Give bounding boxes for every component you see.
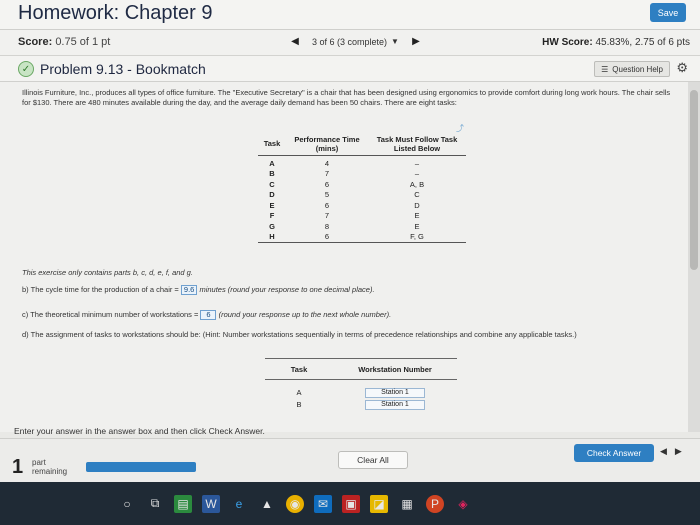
instruction-text: Enter your answer in the answer box and then click Check Answer. [14,426,265,436]
problem-title: Problem 9.13 - Bookmatch [40,61,206,77]
app-icon[interactable]: ▣ [342,495,360,513]
parts-note-text: This exercise only contains parts b, c, d, e, f, and g. [22,268,193,277]
parts-note [22,268,193,278]
follow-cell: E [414,221,420,231]
chrome-icon[interactable]: ◉ [286,495,304,513]
follow-cell: – [414,169,420,179]
question-b-text: b) The cycle time for the production of a chair = [22,285,179,294]
follow-cell: E [414,211,420,221]
table-row [258,158,466,169]
follow-cell: D [414,200,420,210]
ws-task-cell: B [296,399,302,409]
table-row [258,211,466,222]
ws-table-header [265,358,457,380]
task-view-icon[interactable]: ⧉ [150,496,160,510]
question-progress[interactable]: 3 of 6 (3 complete) [312,36,388,47]
hw-score [542,37,690,48]
prev-arrow-icon[interactable]: ◀ [660,446,667,456]
station-select[interactable]: Station 1 [365,388,425,398]
table-row [258,179,466,190]
score [18,36,110,48]
question-help-button[interactable] [594,61,670,77]
table-header [258,132,466,156]
table-body [258,156,466,243]
table-row [258,169,466,180]
check-answer-button[interactable]: Check Answer [574,444,654,462]
clear-all-button[interactable]: Clear All [338,451,408,469]
shield-icon[interactable]: ◈ [458,496,468,511]
time-cell: 5 [324,190,330,200]
follow-cell: F, G [410,232,424,242]
header-follow: Task Must Follow Task Listed Below [376,134,458,153]
top-bar [0,0,700,30]
save-button[interactable]: Save [650,3,686,22]
question-b [22,285,375,295]
task-cell: E [269,200,275,210]
score-bar [0,30,700,56]
score-value: 0.75 of 1 pt [55,36,111,48]
table-row [258,232,466,243]
parts-progress-bar [86,462,196,472]
task-cell: H [269,232,275,242]
task-cell: F [269,211,275,221]
check-x-icon: ✓ [18,61,34,77]
time-cell: 6 [324,232,330,242]
workstations-input[interactable]: 6 [200,310,216,320]
header-task: Task [263,139,281,148]
ws-station-cell [333,399,457,410]
time-cell: 7 [324,169,330,179]
task-cell: A [269,158,275,168]
scrollbar-thumb[interactable] [690,90,698,270]
chevron-down-icon[interactable]: ▼ [391,37,399,46]
calculator-icon[interactable]: ▦ [401,496,413,511]
score-label: Score: [18,36,53,48]
time-cell: 4 [324,158,330,168]
question-c-text: c) The theoretical minimum number of workstations = [22,310,199,319]
question-d [22,330,662,340]
task-cell: C [269,179,275,189]
task-cell: G [269,221,275,231]
ws-header-task: Task [290,364,308,374]
station-select[interactable]: Station 1 [365,400,425,410]
next-arrow-icon[interactable]: ▶ [674,446,682,456]
follow-cell: C [414,190,420,200]
question-b-suffix: minutes (round your response to one decimal place). [199,285,375,294]
hw-score-label: HW Score: [542,37,593,48]
time-cell: 8 [324,221,330,231]
question-c [22,310,391,320]
table-row [258,190,466,201]
prev-question-icon[interactable]: ◀ [291,36,299,47]
time-cell: 7 [324,211,330,221]
task-cell: B [269,169,275,179]
question-help-label: Question Help [612,64,663,74]
footer-nav [660,446,682,457]
homework-title: Homework: Chapter 9 [18,2,213,24]
question-nav [288,36,423,47]
powerpoint-icon[interactable]: P [426,495,444,513]
ws-task-cell: A [296,387,302,397]
search-circle-icon[interactable]: ○ [123,496,131,511]
header-time: Performance Time (mins) [294,134,360,153]
copy-table-icon[interactable]: ⤴ [456,124,464,133]
sticky-notes-icon[interactable]: ◪ [370,495,388,513]
cycle-time-input[interactable]: 9.6 [181,285,197,295]
follow-cell: A, B [409,179,425,189]
table-row [265,398,457,410]
ws-header-station: Workstation Number [358,364,432,374]
workstation-table [265,358,457,410]
time-cell: 6 [324,200,330,210]
table-row [265,386,457,398]
edge-icon[interactable]: e [235,496,243,511]
photos-icon[interactable]: ▲ [261,496,273,511]
hw-score-value: 45.83%, 2.75 of 6 pts [595,37,690,48]
gear-icon[interactable]: ⚙ [676,60,688,75]
problem-bar [0,56,700,82]
store-icon[interactable]: ▤ [174,495,192,513]
os-taskbar [0,482,700,525]
question-c-suffix: (round your response up to the next whole number). [218,310,392,319]
table-row [258,200,466,211]
parts-count: 1 [12,456,24,478]
task-cell: D [269,190,275,200]
list-icon: ☰ [601,64,609,74]
ws-station-cell [333,387,457,398]
parts-label: part remaining [32,458,68,476]
word-icon[interactable]: W [202,495,220,513]
time-cell: 6 [324,179,330,189]
task-data-table [258,132,466,243]
follow-cell: – [414,158,420,168]
table-row [258,221,466,232]
question-d-text: d) The assignment of tasks to workstations should be: (Hint: Number workstations sequentially in terms of precedence relationships and combine any applicable tasks.) [22,330,577,339]
problem-intro: Illinois Furniture, Inc., produces all types of office furniture. The "Executive Secretary" is a chair that has been designed using ergonomics to provide comfort during long work hours. The chair sells for $130. There are 480 minutes available during the day, and the average daily demand has been 50 chairs. There are eight tasks: [22,88,671,107]
next-question-icon[interactable]: ▶ [412,36,420,47]
outlook-icon[interactable]: ✉ [314,495,332,513]
